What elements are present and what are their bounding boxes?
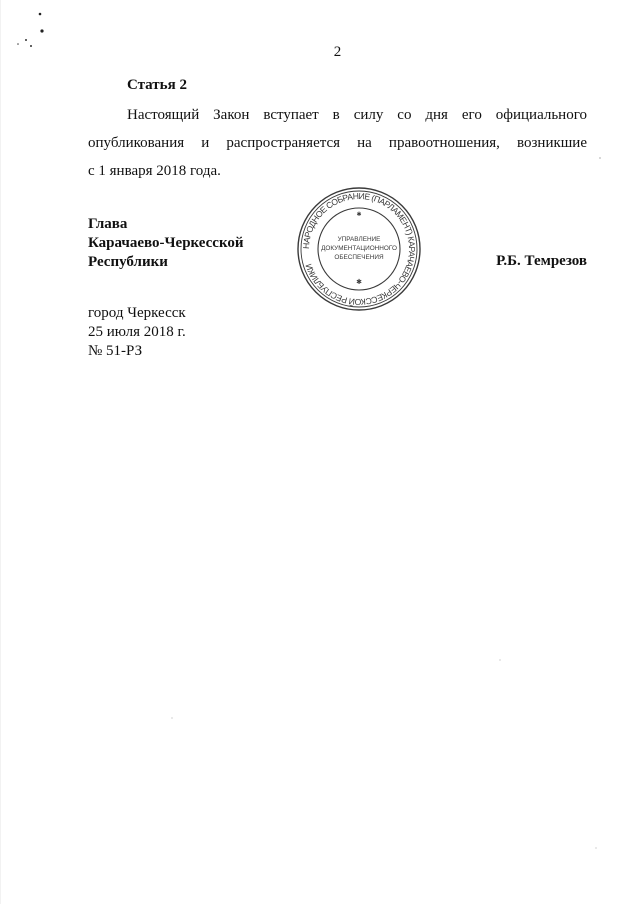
article-body bbox=[88, 101, 587, 185]
signatory-title-line-3: Республики bbox=[88, 254, 168, 270]
seal-outer-text: НАРОДНОЕ СОБРАНИЕ (ПАРЛАМЕНТ) КАРАЧАЕВО-ЧЕРКЕССКОЙ РЕСПУБЛИКИ bbox=[300, 190, 418, 308]
page-number: 2 bbox=[333, 44, 342, 60]
signatory-title-line-1: Глава bbox=[88, 216, 128, 232]
place-date-block bbox=[88, 304, 186, 361]
city: город Черкесск bbox=[88, 305, 186, 321]
seal-center-line-3: ОБЕСПЕЧЕНИЯ bbox=[334, 254, 384, 261]
article-text-line-3: с 1 января 2018 года. bbox=[88, 163, 221, 179]
law-number: № 51-РЗ bbox=[88, 343, 143, 359]
seal-graphic bbox=[296, 186, 422, 312]
seal-small-star-icon: ✱ bbox=[356, 211, 362, 218]
article-text-line-2: опубликования и распространяется на правоотношения, возникшие bbox=[88, 135, 587, 151]
article-text-line-1: Настоящий Закон вступает в силу со дня его официального bbox=[127, 107, 587, 123]
official-seal bbox=[296, 186, 422, 312]
seal-center-line-2: ДОКУМЕНТАЦИОННОГО bbox=[321, 245, 397, 252]
signatory-name: Р.Б. Темрезов bbox=[496, 253, 587, 269]
seal-center-line-1: УПРАВЛЕНИЕ bbox=[337, 236, 381, 243]
signatory-title bbox=[88, 215, 244, 272]
date: 25 июля 2018 г. bbox=[88, 324, 186, 340]
signatory-title-line-2: Карачаево-Черкесской bbox=[88, 235, 244, 251]
article-heading: Статья 2 bbox=[127, 77, 187, 93]
seal-star-icon: ✱ bbox=[356, 278, 362, 286]
